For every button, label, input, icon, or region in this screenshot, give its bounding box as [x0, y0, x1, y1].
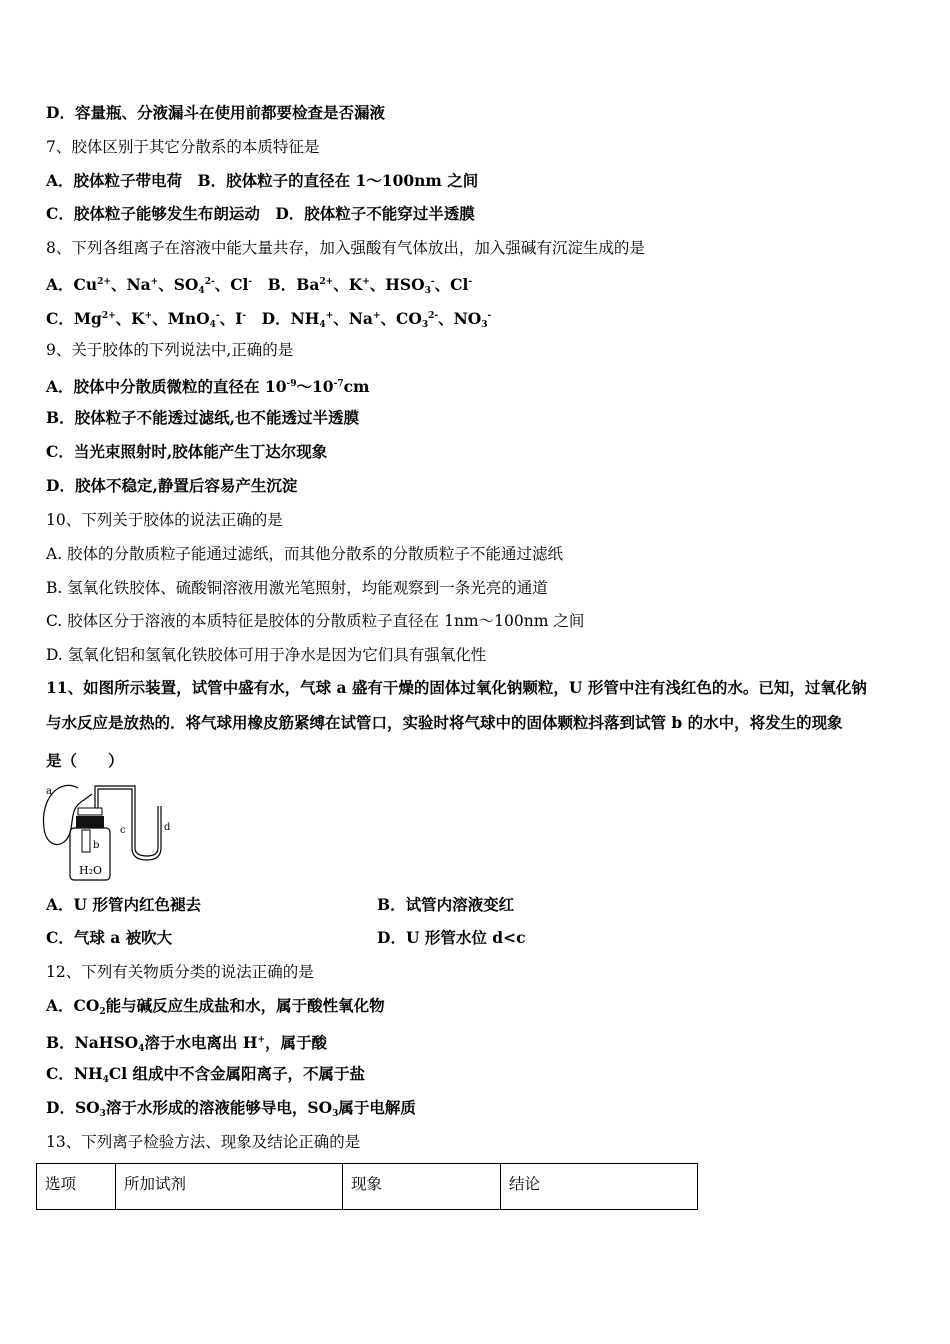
- text-line: [46, 306, 491, 335]
- text-line: [46, 408, 359, 428]
- text-segment: 溶于水电离出 H: [144, 1033, 258, 1052]
- text-line: [46, 611, 584, 631]
- text-segment: 10、下列关于胶体的说法正确的是: [46, 511, 283, 529]
- text-segment: 溶于水形成的溶液能够导电，SO: [105, 1098, 333, 1117]
- text-segment: D. 氢氧化铝和氢氧化铁胶体可用于净水是因为它们具有强氧化性: [46, 646, 487, 664]
- label-c: c: [120, 825, 126, 836]
- text-segment: B. 氢氧化铁胶体、硫酸铜溶液用激光笔照射，均能观察到一条光亮的通道: [46, 579, 548, 597]
- superscript: 2+: [101, 311, 116, 321]
- superscript: +: [372, 311, 381, 321]
- text-segment: 、Cl: [214, 275, 249, 294]
- text-segment: 13、下列离子检验方法、现象及结论正确的是: [46, 1133, 361, 1151]
- text-line: [46, 374, 369, 397]
- text-segment: C．NH: [46, 1064, 103, 1083]
- text-segment: A. 胶体的分散质粒子能通过滤纸，而其他分散系的分散质粒子不能通过滤纸: [46, 545, 564, 563]
- text-segment: D．SO: [46, 1098, 100, 1117]
- text-segment: B．胶体粒子不能透过滤纸,也不能透过半透膜: [46, 408, 359, 427]
- text-segment: A．U 形管内红色褪去: [46, 895, 201, 914]
- header-option: 选项: [37, 1164, 116, 1210]
- subscript: 3: [481, 320, 488, 330]
- subscript: 4: [209, 320, 216, 330]
- text-line: [46, 1098, 416, 1124]
- superscript: -: [215, 311, 220, 321]
- text-line: [46, 1064, 365, 1090]
- text-segment: 7、胶体区别于其它分散系的本质特征是: [46, 138, 320, 156]
- table-header-row: [37, 1164, 698, 1210]
- text-line: [46, 476, 297, 496]
- text-segment: 、Na: [110, 275, 151, 294]
- text-line: [46, 340, 293, 360]
- text-segment: 、MnO: [152, 309, 210, 328]
- superscript: -: [468, 277, 473, 287]
- superscript: +: [325, 311, 334, 321]
- text-line: [377, 928, 526, 948]
- text-line: [46, 137, 319, 157]
- text-segment: 、I: [219, 309, 243, 328]
- text-segment: C．Mg: [46, 309, 102, 328]
- text-segment: 、Cl: [434, 275, 469, 294]
- text-segment: D．胶体不稳定,静置后容易产生沉淀: [46, 476, 298, 495]
- text-segment: 、Na: [333, 309, 373, 328]
- text-segment: 属于电解质: [338, 1098, 416, 1117]
- label-water: H₂O: [79, 864, 103, 877]
- text-segment: B．NaHSO: [46, 1033, 139, 1052]
- text-line: [46, 962, 314, 982]
- subscript: 3: [424, 286, 431, 296]
- text-segment: A．CO: [46, 996, 100, 1015]
- label-b: b: [93, 840, 100, 851]
- superscript: 2-: [204, 277, 215, 287]
- text-line: [46, 204, 475, 224]
- subscript: 2: [99, 1007, 106, 1017]
- text-segment: ，属于酸: [265, 1033, 328, 1052]
- text-segment: B．试管内溶液变红: [377, 895, 515, 914]
- text-line: [46, 1030, 327, 1059]
- superscript: 2-: [428, 311, 439, 321]
- text-segment: 8、下列各组离子在溶液中能大量共存，加入强酸有气体放出，加入强碱有沉淀生成的是: [46, 239, 645, 257]
- superscript: 2+: [97, 277, 111, 287]
- text-segment: 是（ ）: [46, 751, 124, 770]
- text-line: [46, 713, 843, 733]
- text-segment: 、NO: [438, 309, 482, 328]
- subscript: 4: [102, 1075, 109, 1085]
- label-d: d: [164, 822, 171, 833]
- text-line: [46, 928, 172, 948]
- text-segment: 、K: [333, 275, 363, 294]
- subscript: 4: [198, 286, 205, 296]
- text-line: [46, 171, 478, 191]
- text-segment: cm: [343, 377, 370, 396]
- superscript: +: [150, 277, 159, 287]
- subscript: 3: [99, 1109, 106, 1119]
- text-line: [46, 1132, 360, 1152]
- text-line: [46, 272, 472, 301]
- text-segment: 12、下列有关物质分类的说法正确的是: [46, 963, 314, 981]
- apparatus-figure: [40, 778, 190, 883]
- superscript: -: [242, 311, 247, 321]
- text-segment: C．胶体粒子能够发生布朗运动 D．胶体粒子不能穿过半透膜: [46, 204, 475, 223]
- subscript: 4: [319, 320, 326, 330]
- text-segment: 11、如图所示装置，试管中盛有水，气球 a 盛有干燥的固体过氧化钠颗粒，U 形管中注有浅红色的水。已知，过氧化钠: [46, 678, 867, 697]
- text-segment: 、SO: [158, 275, 199, 294]
- text-segment: D．U 形管水位 d<c: [377, 928, 526, 947]
- superscript: -9: [286, 379, 297, 389]
- text-line: [46, 510, 283, 530]
- question-13-table: [36, 1163, 698, 1210]
- text-segment: C．当光束照射时,胶体能产生丁达尔现象: [46, 442, 328, 461]
- text-segment: C．气球 a 被吹大: [46, 928, 173, 947]
- superscript: -: [248, 277, 253, 287]
- superscript: -: [430, 277, 435, 287]
- text-line: [46, 544, 563, 564]
- superscript: 2+: [319, 277, 334, 287]
- text-segment: ～10: [296, 377, 334, 396]
- text-segment: C. 胶体区分于溶液的本质特征是胶体的分散质粒子直径在 1nm～100nm 之间: [46, 612, 585, 630]
- text-line: [46, 678, 867, 698]
- superscript: +: [144, 311, 153, 321]
- text-line: [46, 996, 385, 1022]
- text-line: [46, 103, 385, 123]
- header-conclusion: 结论: [501, 1164, 698, 1210]
- superscript: +: [362, 277, 370, 287]
- text-line: [46, 238, 645, 258]
- text-line: [46, 578, 548, 598]
- text-segment: 、CO: [380, 309, 422, 328]
- superscript: -7: [333, 379, 344, 389]
- header-reagent: 所加试剂: [116, 1164, 343, 1210]
- subscript: 4: [138, 1044, 145, 1054]
- text-segment: 9、关于胶体的下列说法中,正确的是: [46, 341, 294, 359]
- superscript: -: [487, 311, 492, 321]
- text-segment: A．Cu: [46, 275, 98, 294]
- text-segment: 、HSO: [369, 275, 425, 294]
- text-segment: Cl 组成中不含金属阳离子，不属于盐: [108, 1064, 366, 1083]
- label-a: a: [46, 786, 52, 797]
- superscript: +: [257, 1035, 266, 1045]
- text-line: [377, 895, 514, 915]
- text-segment: 与水反应是放热的．将气球用橡皮筋紧缚在试管口，实验时将气球中的固体颗粒抖落到试管 b 的水中，将发生的现象: [46, 713, 843, 732]
- text-segment: A．胶体中分散质微粒的直径在 10: [46, 377, 287, 396]
- subscript: 3: [421, 320, 429, 330]
- text-segment: 能与碱反应生成盐和水，属于酸性氧化物: [105, 996, 385, 1015]
- text-segment: B．Ba: [252, 275, 320, 294]
- text-line: [46, 442, 327, 462]
- text-segment: 、K: [115, 309, 145, 328]
- subscript: 3: [332, 1109, 339, 1119]
- text-line: [46, 751, 124, 771]
- text-segment: A．胶体粒子带电荷 B．胶体粒子的直径在 1～100nm 之间: [46, 171, 479, 190]
- text-segment: D．NH: [246, 309, 320, 328]
- header-phenomenon: 现象: [343, 1164, 501, 1210]
- text-segment: D．容量瓶、分液漏斗在使用前都要检查是否漏液: [46, 103, 385, 122]
- text-line: [46, 645, 486, 665]
- text-line: [46, 895, 201, 915]
